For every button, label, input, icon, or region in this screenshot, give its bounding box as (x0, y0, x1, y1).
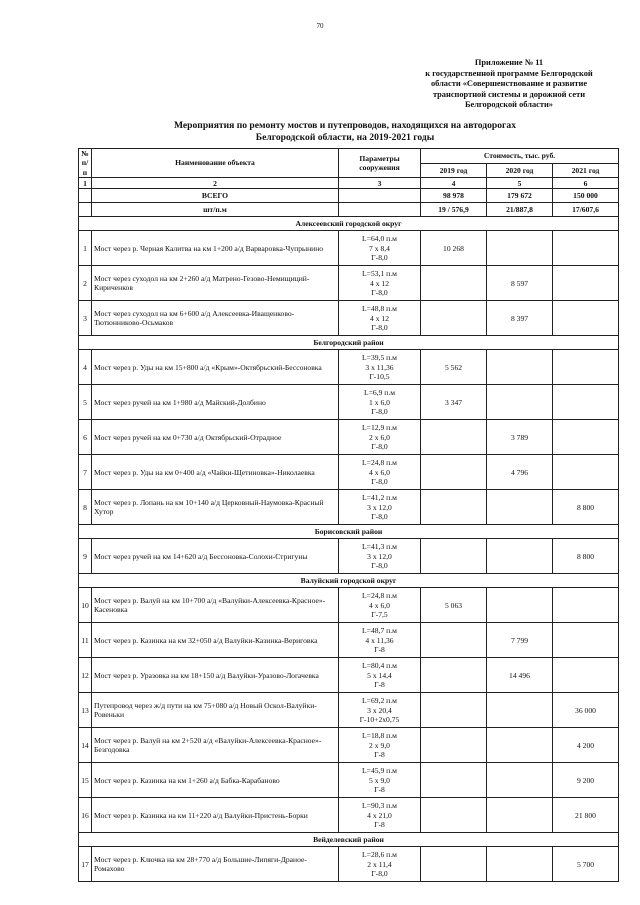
cost-2021 (553, 420, 619, 455)
cost-2020 (487, 539, 553, 574)
structure-params: L=18,8 п.м 2 x 9,0 Г-8 (339, 728, 421, 763)
units-2019: 19 / 576,9 (421, 203, 487, 217)
cost-2021 (553, 231, 619, 266)
object-name: Мост через ручей на км 0+730 а/д Октябрьский-Отрадное (92, 420, 339, 455)
structure-params: L=53,1 п.м 4 x 12 Г-8,0 (339, 266, 421, 301)
cost-2020 (487, 490, 553, 525)
cost-2020 (487, 728, 553, 763)
row-number: 8 (79, 490, 92, 525)
section-title: Белгородский район (79, 336, 619, 350)
structure-params: L=41,2 п.м 3 x 12,0 Г-8,0 (339, 490, 421, 525)
cost-2019 (421, 658, 487, 693)
header-params: Параметры сооружения (339, 149, 421, 178)
table-row (79, 539, 619, 574)
header-name: Наименование объекта (92, 149, 339, 178)
row-number: 16 (79, 798, 92, 833)
table-row (79, 658, 619, 693)
cost-2019 (421, 728, 487, 763)
row-number: 10 (79, 588, 92, 623)
document-title (130, 120, 560, 144)
structure-params: L=12,9 п.м 2 x 6,0 Г-8,0 (339, 420, 421, 455)
cost-2021: 21 800 (553, 798, 619, 833)
header-num: № п/п (79, 149, 92, 178)
table-row (79, 455, 619, 490)
object-name: Мост через р. Ключка на км 28+770 а/д Большие-Липяги-Драное-Ромахово (92, 847, 339, 882)
structure-params: L=64,0 п.м 7 x 8,4 Г-8,0 (339, 231, 421, 266)
object-name: Мост через р. Казинка на км 1+260 а/д Бабка-Карабаново (92, 763, 339, 798)
cost-2020 (487, 350, 553, 385)
row-number: 14 (79, 728, 92, 763)
cost-2021: 8 800 (553, 490, 619, 525)
object-name: Мост через р. Валуй на км 10+700 а/д «Валуйки-Алексеевка-Красное»-Касеновка (92, 588, 339, 623)
cost-2021 (553, 455, 619, 490)
structure-params: L=28,6 п.м 2 x 11,4 Г-8,0 (339, 847, 421, 882)
row-number: 2 (79, 266, 92, 301)
cost-2019 (421, 847, 487, 882)
structure-params: L=39,5 п.м 3 x 11,36 Г-10,5 (339, 350, 421, 385)
cost-2021: 4 200 (553, 728, 619, 763)
table-row (79, 847, 619, 882)
header-year-2021: 2021 год (553, 164, 619, 178)
header-cost: Стоимость, тыс. руб. (421, 149, 619, 164)
row-number: 4 (79, 350, 92, 385)
object-name: Мост через р. Валуй на км 2+520 а/д «Валуйки-Алексеевка-Красное»-Безгодовка (92, 728, 339, 763)
cost-2021: 5 700 (553, 847, 619, 882)
section-row (79, 574, 619, 588)
table-row (79, 490, 619, 525)
col-number: 1 (79, 178, 92, 189)
title-line: Белгородской области, на 2019-2021 годы (255, 132, 435, 143)
cost-2021 (553, 385, 619, 420)
cost-2021 (553, 658, 619, 693)
section-row (79, 833, 619, 847)
structure-params: L=90,3 п.м 4 x 21,0 Г-8 (339, 798, 421, 833)
cost-2020: 7 799 (487, 623, 553, 658)
total-label: ВСЕГО (92, 189, 339, 203)
section-title: Алексеевский городской округ (79, 217, 619, 231)
row-number: 17 (79, 847, 92, 882)
table-row (79, 350, 619, 385)
cost-2019 (421, 763, 487, 798)
row-number: 5 (79, 385, 92, 420)
table-row (79, 623, 619, 658)
cost-2019 (421, 490, 487, 525)
object-name: Мост через р. Уразовка на км 18+150 а/д Валуйки-Уразово-Логачевка (92, 658, 339, 693)
object-name: Мост через р. Лопань на км 10+140 а/д Церковный-Наумовка-Красный Хутор (92, 490, 339, 525)
cost-2020: 4 796 (487, 455, 553, 490)
cost-2020 (487, 693, 553, 728)
object-name: Мост через суходол на км 6+600 а/д Алексеевка-Иващенково-Тютюнниково-Осьмаков (92, 301, 339, 336)
total-row (79, 189, 619, 203)
appendix-line: Белгородской области» (464, 100, 553, 109)
cost-2019: 3 347 (421, 385, 487, 420)
cost-2019 (421, 455, 487, 490)
cost-2021: 9 200 (553, 763, 619, 798)
structure-params: L=41,3 п.м 3 x 12,0 Г-8,0 (339, 539, 421, 574)
cost-2020 (487, 588, 553, 623)
col-number: 3 (339, 178, 421, 189)
cost-2021 (553, 266, 619, 301)
cost-2019 (421, 798, 487, 833)
structure-params: L=48,7 п.м 4 x 11,36 Г-8 (339, 623, 421, 658)
appendix-line: к государственной программе Белгородской (425, 68, 593, 78)
cost-2021 (553, 588, 619, 623)
cost-2020 (487, 798, 553, 833)
units-row (79, 203, 619, 217)
appendix-note (404, 58, 614, 111)
cost-2021 (553, 623, 619, 658)
structure-params: L=80,4 п.м 5 x 14,4 Г-8 (339, 658, 421, 693)
cost-2019 (421, 266, 487, 301)
cost-2019: 10 268 (421, 231, 487, 266)
object-name: Мост через ручей на км 1+980 а/д Майский-Долбино (92, 385, 339, 420)
object-name: Путепровод через ж/д пути на км 75+080 а/д Новый Оскол-Валуйки-Ровеньки (92, 693, 339, 728)
col-number: 6 (553, 178, 619, 189)
page-number: 70 (316, 22, 324, 30)
table-row (79, 385, 619, 420)
appendix-line: области «Совершенствование и развитие (430, 79, 588, 88)
section-row (79, 336, 619, 350)
cost-2020: 8 597 (487, 266, 553, 301)
section-title: Валуйский городской округ (79, 574, 619, 588)
cost-2019 (421, 420, 487, 455)
table-row (79, 798, 619, 833)
object-name: Мост через ручей на км 14+620 а/д Бессоновка-Солохи-Стригуны (92, 539, 339, 574)
cost-2021: 36 000 (553, 693, 619, 728)
table-row (79, 588, 619, 623)
row-number: 9 (79, 539, 92, 574)
table-row (79, 693, 619, 728)
table-row (79, 231, 619, 266)
title-line: Мероприятия по ремонту мостов и путепроводов, находящихся на автодорогах (173, 120, 517, 131)
object-name: Мост через р. Уды на км 0+400 а/д «Чайки-Щетиновка»-Николаевка (92, 455, 339, 490)
section-title: Борисовский район (79, 525, 619, 539)
units-2021: 17/607,6 (553, 203, 619, 217)
cost-2021: 8 800 (553, 539, 619, 574)
cost-2020 (487, 385, 553, 420)
cost-2020: 3 789 (487, 420, 553, 455)
row-number: 7 (79, 455, 92, 490)
units-label: шт/п.м (92, 203, 339, 217)
row-number: 1 (79, 231, 92, 266)
section-title: Вейделевский район (79, 833, 619, 847)
header-year-2020: 2020 год (487, 164, 553, 178)
cost-2019: 5 562 (421, 350, 487, 385)
cost-2020: 14 496 (487, 658, 553, 693)
cost-2020 (487, 231, 553, 266)
appendix-line: Приложение № 11 (474, 58, 544, 67)
object-name: Мост через р. Казинка на км 11+220 а/д Валуйки-Пристень-Борки (92, 798, 339, 833)
row-number: 13 (79, 693, 92, 728)
table-row (79, 420, 619, 455)
row-number: 11 (79, 623, 92, 658)
appendix-line: транспортной системы и дорожной сети (432, 89, 586, 99)
structure-params: L=45,9 п.м 5 x 9,0 Г-8 (339, 763, 421, 798)
row-number: 15 (79, 763, 92, 798)
cost-2021 (553, 350, 619, 385)
object-name: Мост через р. Казинка на км 32+050 а/д Валуйки-Казинка-Вериговка (92, 623, 339, 658)
section-row (79, 217, 619, 231)
col-number: 5 (487, 178, 553, 189)
structure-params: L=69,2 п.м 3 x 20,4 Г-10+2x0,75 (339, 693, 421, 728)
row-number: 3 (79, 301, 92, 336)
cost-2019: 5 063 (421, 588, 487, 623)
object-name: Мост через р. Черная Калитва на км 1+200 а/д Варваровка-Чупрынино (92, 231, 339, 266)
cost-2021 (553, 301, 619, 336)
cost-2019 (421, 301, 487, 336)
cost-2019 (421, 623, 487, 658)
table-row (79, 266, 619, 301)
cost-2019 (421, 693, 487, 728)
units-2020: 21/887,8 (487, 203, 553, 217)
row-number: 6 (79, 420, 92, 455)
total-2019: 98 978 (421, 189, 487, 203)
bridges-table (78, 148, 619, 882)
structure-params: L=24,8 п.м 4 x 6,0 Г-7,5 (339, 588, 421, 623)
structure-params: L=24,8 п.м 4 x 6,0 Г-8,0 (339, 455, 421, 490)
table-row (79, 728, 619, 763)
header-year-2019: 2019 год (421, 164, 487, 178)
structure-params: L=48,8 п.м 4 x 12 Г-8,0 (339, 301, 421, 336)
col-number: 2 (92, 178, 339, 189)
section-row (79, 525, 619, 539)
cost-2020 (487, 763, 553, 798)
structure-params: L=6,9 п.м 1 x 6,0 Г-8,0 (339, 385, 421, 420)
table-row (79, 301, 619, 336)
row-number: 12 (79, 658, 92, 693)
cost-2020: 8 397 (487, 301, 553, 336)
cost-2020 (487, 847, 553, 882)
object-name: Мост через р. Уды на км 15+800 а/д «Крым»-Октябрьский-Бессоновка (92, 350, 339, 385)
col-number: 4 (421, 178, 487, 189)
cost-2019 (421, 539, 487, 574)
table-row (79, 763, 619, 798)
total-2020: 179 672 (487, 189, 553, 203)
total-2021: 150 000 (553, 189, 619, 203)
object-name: Мост через суходол на км 2+260 а/д Матрено-Гезово-Немищиций-Кириченков (92, 266, 339, 301)
